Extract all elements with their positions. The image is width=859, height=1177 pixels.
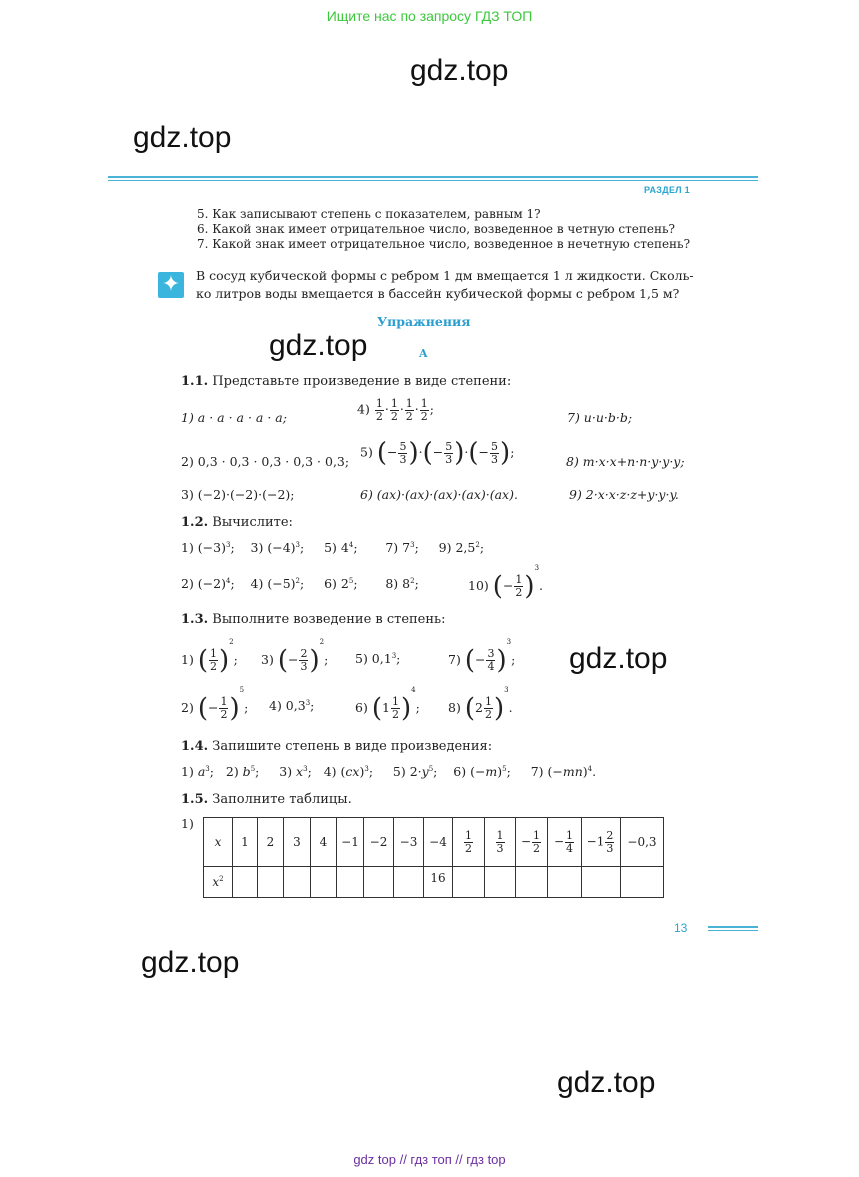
level-label: A bbox=[419, 347, 428, 360]
top-search-link[interactable]: Ищите нас по запросу ГДЗ ТОП bbox=[326, 8, 533, 24]
page-number: 13 bbox=[674, 921, 688, 935]
item: 1) ( $\frac{1}{2}$ )$^2$; bbox=[181, 638, 238, 676]
exercise-title: 1.3. Выполните возведение в степень: bbox=[181, 612, 446, 627]
watermark: gdz.top bbox=[133, 121, 232, 154]
watermark: gdz.top bbox=[557, 1066, 656, 1099]
item: 10) (− $\frac{1}{2}$ )$^3$. bbox=[468, 564, 544, 602]
item: 2) 0,3 · 0,3 · 0,3 · 0,3 · 0,3; bbox=[181, 454, 350, 469]
header-rule bbox=[108, 180, 758, 181]
watermark: gdz.top bbox=[141, 946, 240, 979]
item-row: 2) $(-2)^4$; 4) $(-5)^2$; 6) $2^5$; 8) $8^2$; bbox=[181, 576, 435, 591]
item-row: 1) $(-3)^3$; 3) $(-4)^3$; 5) $4^4$; 7) $7^3$; 9) $2,5^2$; bbox=[181, 540, 485, 555]
exercise-title: 1.4. Запишите степень в виде произведения: bbox=[181, 739, 493, 754]
item: 7) (− $\frac{3}{4}$ )$^3$; bbox=[448, 638, 516, 676]
exercises-heading: Упражнения bbox=[377, 314, 471, 329]
item: 1) a · a · a · a · a; bbox=[181, 410, 287, 425]
item: 8) (2 $\frac{1}{2}$ )$^3$. bbox=[448, 686, 513, 724]
exercise-title: 1.5. Заполните таблицы. bbox=[181, 792, 352, 807]
footer-links[interactable]: gdz top // гдз топ // гдз top bbox=[353, 1152, 506, 1167]
header-rule bbox=[108, 176, 758, 178]
task-text: В сосуд кубической формы с ребром 1 дм вмещается 1 л жидкости. Сколь- bbox=[196, 268, 694, 283]
question: 7. Какой знак имеет отрицательное число, возведенное в нечетную степень? bbox=[197, 237, 691, 251]
item: 2) (− $\frac{1}{2}$ )$^5$; bbox=[181, 686, 249, 724]
item: 6) (ax)·(ax)·(ax)·(ax)·(ax). bbox=[360, 487, 518, 502]
watermark: gdz.top bbox=[410, 54, 509, 87]
item: 9) 2·x·x·z·z+y·y·y. bbox=[569, 487, 679, 502]
exercise-title: 1.1. Представьте произведение в виде степени: bbox=[181, 374, 512, 389]
values-table: x 1 2 3 4 −1 −2 −3 −4 $\frac{1}{2}$ $\frac{1}{3}$ − $\frac{1}{2}$ − $\frac{1}{4}$ −1 $\frac{2}{3}$ −0,3 $x^2$ 16 bbox=[203, 817, 664, 898]
footer-rule bbox=[708, 930, 758, 931]
question: 6. Какой знак имеет отрицательное число, возведенное в четную степень? bbox=[197, 222, 675, 236]
item: 6) (1 $\frac{1}{2}$ )$^4$; bbox=[355, 686, 420, 724]
item: 5) $0,1^3$; bbox=[355, 651, 401, 666]
item: 3) (−2)·(−2)·(−2); bbox=[181, 487, 295, 502]
watermark: gdz.top bbox=[269, 329, 368, 362]
star-icon: ✦ bbox=[158, 272, 184, 298]
footer-rule bbox=[708, 926, 758, 928]
watermark: gdz.top bbox=[569, 642, 668, 675]
section-label: РАЗДЕЛ 1 bbox=[644, 185, 690, 195]
item: 3) (− $\frac{2}{3}$ )$^2$; bbox=[261, 638, 329, 676]
item: 5) (− $\frac{5}{3}$ )·(− $\frac{5}{3}$ )·(− $\frac{5}{3}$ ); bbox=[360, 438, 515, 468]
item: 7) u·u·b·b; bbox=[567, 410, 633, 425]
sub-label: 1) bbox=[181, 816, 194, 831]
item: 4) $\frac{1}{2}$ · $\frac{1}{2}$ · $\frac{1}{2}$ · $\frac{1}{2}$ ; bbox=[357, 397, 434, 423]
item-row: 1) $a^3$; 2) $b^5$; 3) $x^3$; 4) (cx)$^3$; 5) $2\cdot y^5$; 6) $(-m)^5$; 7) $(-mn)^4$. bbox=[181, 764, 597, 779]
item: 4) $0,3^3$; bbox=[269, 698, 315, 713]
task-text: ко литров воды вмещается в бассейн кубической формы с ребром 1,5 м? bbox=[196, 286, 680, 301]
question: 5. Как записывают степень с показателем, равным 1? bbox=[197, 207, 541, 221]
exercise-title: 1.2. Вычислите: bbox=[181, 515, 293, 530]
item: 8) m·x·x+n·n·y·y·y; bbox=[566, 454, 685, 469]
